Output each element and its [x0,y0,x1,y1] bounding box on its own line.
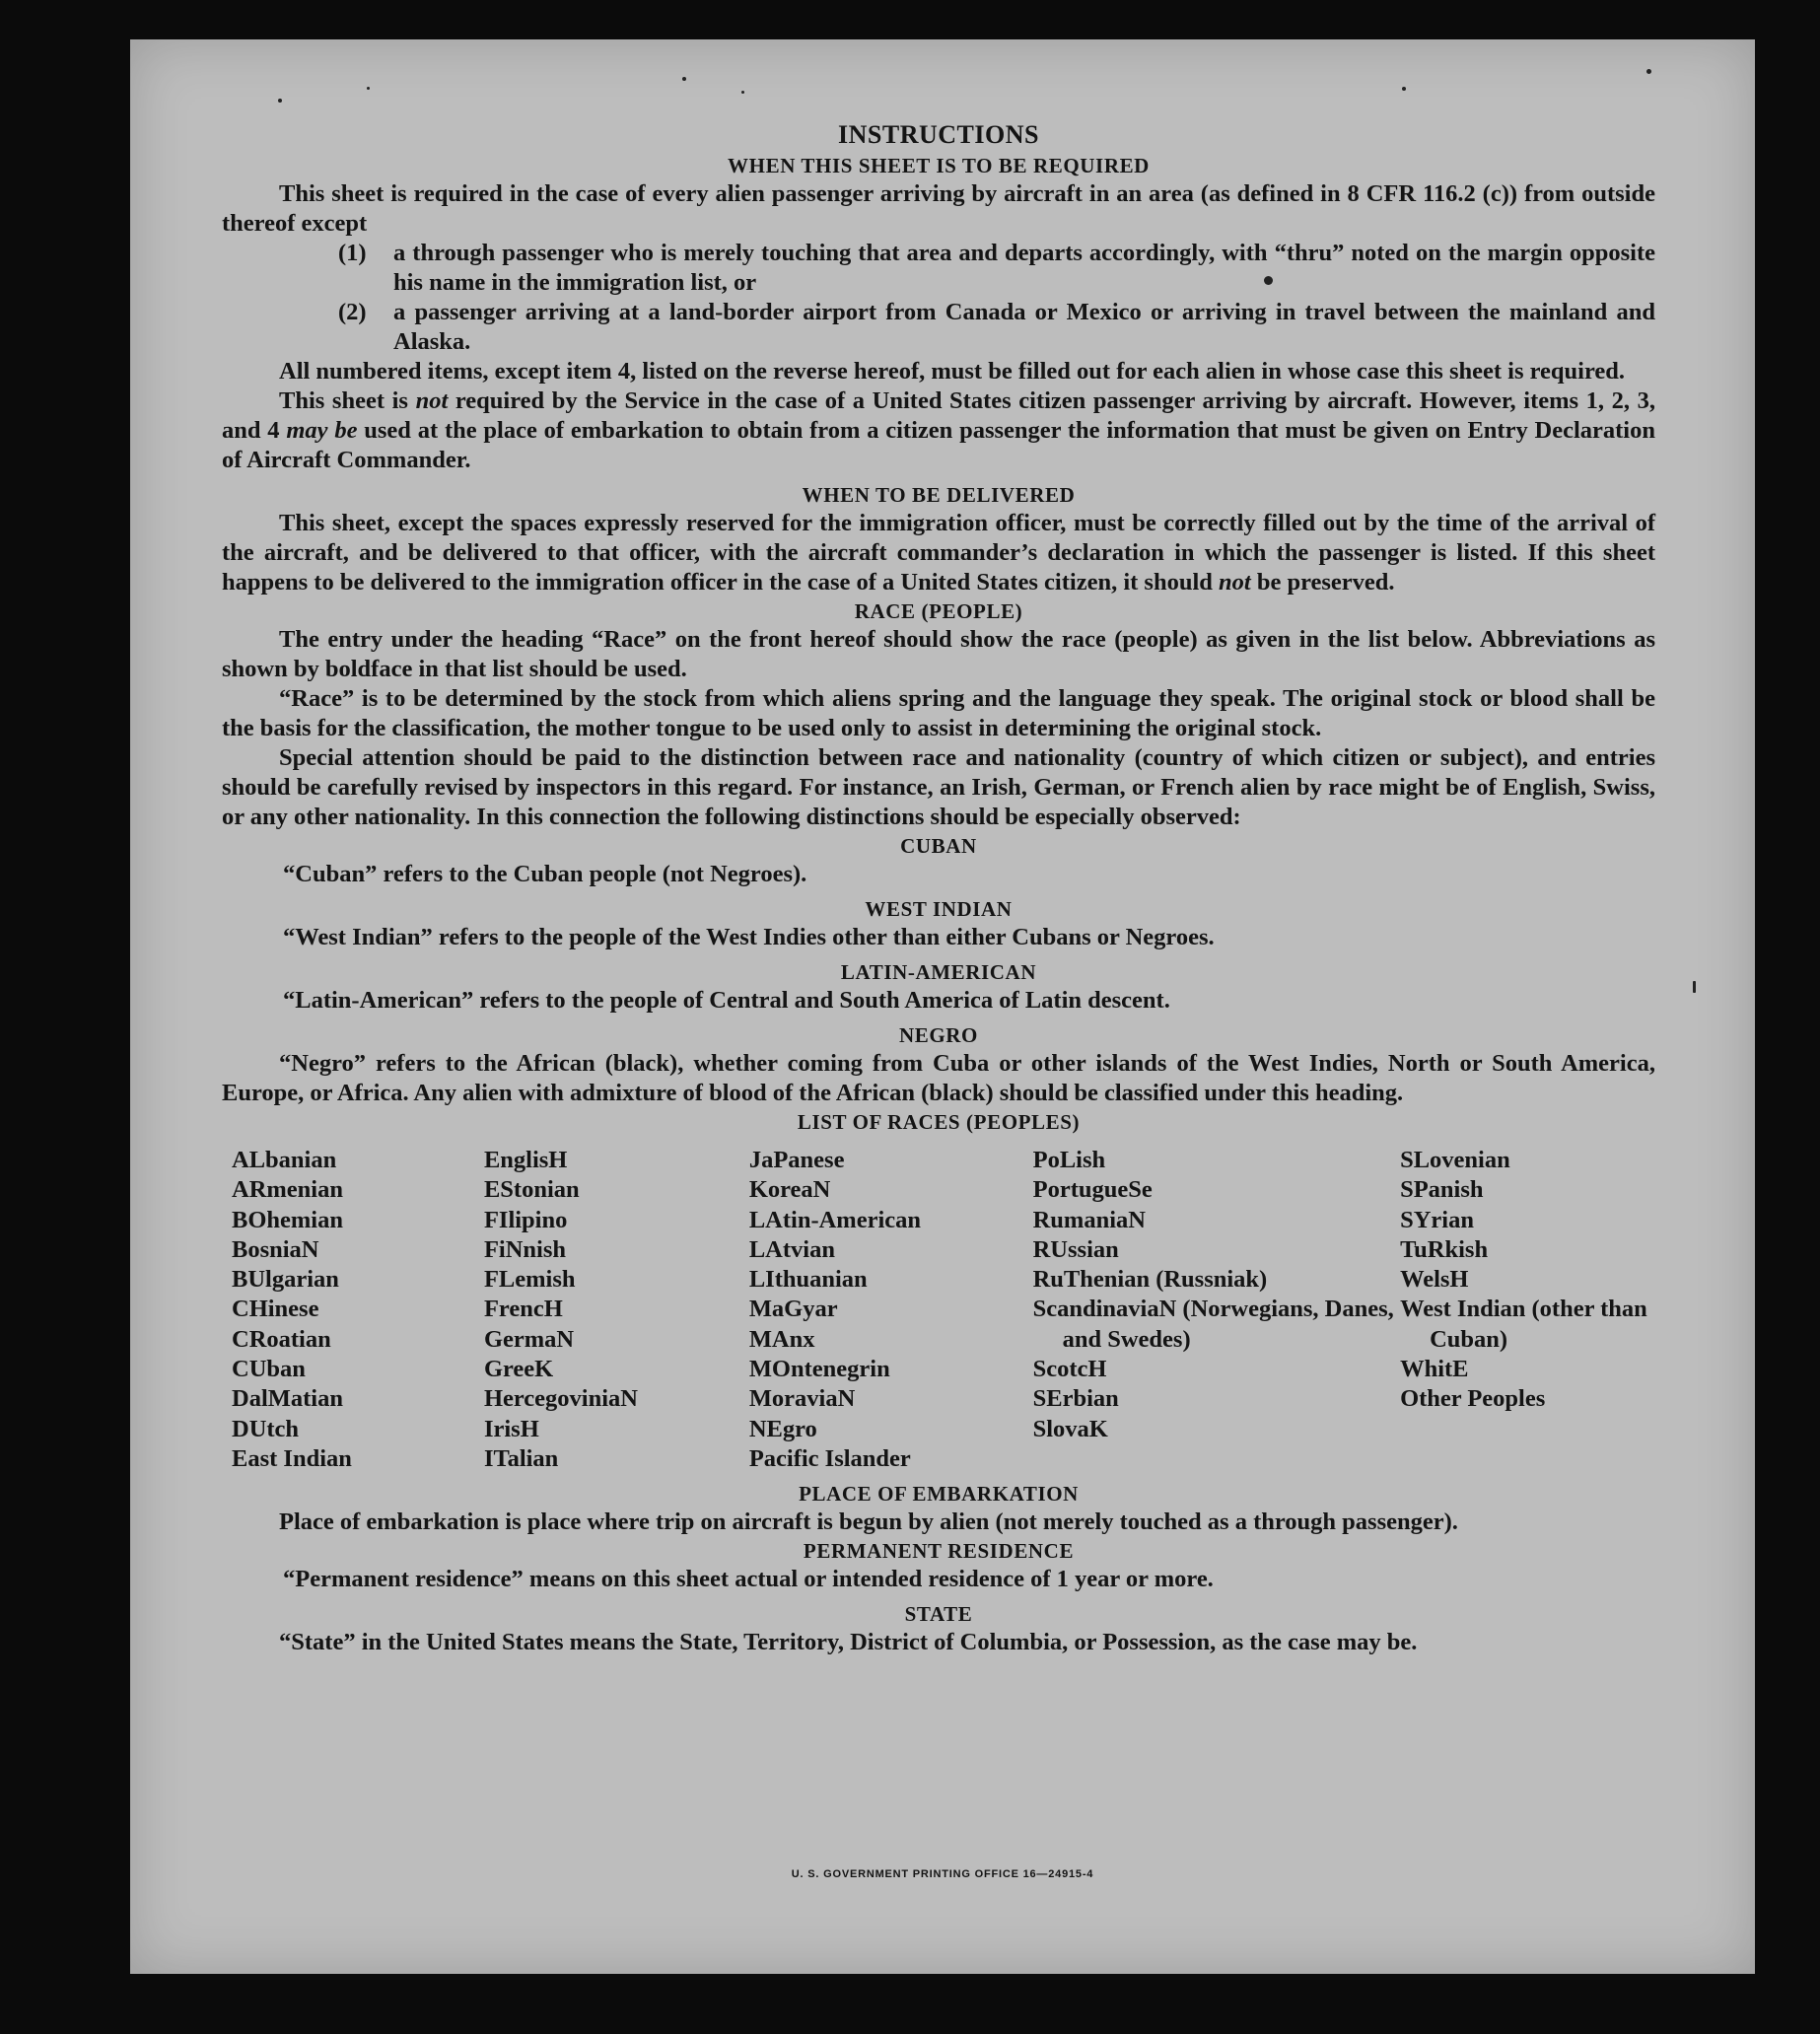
race-entry: ARmenian [232,1176,343,1204]
delivered-paragraph: This sheet, except the spaces expressly reserved for the immigration officer, must be correctly filled out by the time of the arrival of the aircraft, and be delivered to that officer, with the aircraft commander’s declaration in which the passenger is listed. If this sheet happens to be delivered to the immigration officer in the case of a United States citizen, it should not be preserved. [222,510,1655,596]
exception-item-2 [222,298,1655,357]
heading-west-indian: WEST INDIAN [865,897,1013,921]
race-entry: IrisH [483,1415,539,1442]
numbered-items-paragraph: All numbered items, except item 4, listed on the reverse hereof, must be filled out for each alien in whose case this sheet is required. [279,358,1626,385]
race-entry: FIlipino [483,1206,568,1233]
race-entry: DUtch [232,1415,300,1442]
race-entry: SLovenian [1400,1147,1510,1173]
scan-speck [367,87,370,90]
heading-place-of-embarkation: PLACE OF EMBARKATION [799,1482,1079,1507]
race-entry: MAnx [748,1325,815,1353]
race-entry: WelsH [1400,1266,1469,1294]
race-entry: PoLish [1032,1147,1106,1173]
race-entry: WhitE [1400,1356,1469,1383]
heading-state: STATE [904,1602,973,1627]
race-paragraph-1: The entry under the heading “Race” on the front hereof should show the race (people) as given in the list below. Abbreviations as shown by boldface in that list should be used. [222,626,1655,682]
citizen-paragraph: This sheet is not required by the Service in the case of a United States citizen passenger arriving by aircraft. However, items 1, 2, 3, and 4 may be used at the place of embarkation to obtain from a citizen passenger the information that must be given on Entry Declaration of Aircraft Commander. [222,387,1656,473]
race-paragraph-3: Special attention should be paid to the distinction between race and nationality (country of which citizen or subject), and entries should be carefully revised by inspectors in this regard. For instance, an Irish, German, or French alien by race might be of English, Swiss, or any other nationality. In this connection the following distinctions should be especially observed: [222,744,1655,830]
race-entry: HercegoviniaN [483,1385,638,1413]
race-entry: SPanish [1400,1176,1484,1204]
race-entry: Pacific Islander [748,1444,911,1472]
cuban-text: “Cuban” refers to the Cuban people (not Negroes). [283,861,807,887]
race-entry: EStonian [483,1176,580,1204]
required-intro: This sheet is required in the case of every alien passenger arriving by aircraft in an area (as defined in 8 CFR 116.2 (c)) from outside thereof except [222,180,1655,237]
race-entry: LIthuanian [748,1266,868,1294]
document-sheet [130,39,1755,1974]
embarkation-text: Place of embarkation is place where trip on aircraft is begun by alien (not merely touched as a through passenger). [279,1508,1458,1536]
race-entry: BUlgarian [232,1266,339,1294]
heading-when-required: WHEN THIS SHEET IS TO BE REQUIRED [728,154,1150,177]
race-entry: MoraviaN [748,1385,856,1413]
race-entry: ScandinaviaN (Norwegians, Danes, and Swedes) [1032,1296,1394,1353]
heading-permanent-residence: PERMANENT RESIDENCE [803,1539,1075,1564]
race-entry: RUssian [1032,1235,1119,1263]
scan-speck [1264,276,1273,285]
printing-office-footer: U. S. GOVERNMENT PRINTING OFFICE 16—24915-4 [791,1868,1094,1880]
exception-text: a through passenger who is merely touching that area and departs accordingly, with “thru” noted on the margin opposite his name in the immigration list, or [393,240,1655,296]
race-entry: ScotcH [1032,1356,1107,1383]
heading-cuban: CUBAN [900,834,977,858]
west-indian-text: “West Indian” refers to the people of the West Indies other than either Cubans or Negroes. [283,924,1215,950]
race-entry: CHinese [232,1296,319,1323]
instructions-content [222,118,1655,1657]
race-entry: ITalian [483,1444,559,1472]
latin-american-text: “Latin-American” refers to the people of Central and South America of Latin descent. [283,987,1170,1014]
race-entry: TuRkish [1400,1235,1489,1263]
race-entry: Other Peoples [1400,1385,1546,1413]
scan-speck [1693,981,1696,993]
race-entry: GreeK [483,1356,554,1383]
race-entry: NEgro [748,1415,817,1442]
race-entry: FLemish [483,1266,576,1294]
race-entry: EnglisH [483,1147,568,1173]
races-column-4 [1033,1146,1400,1474]
race-entry: MaGyar [748,1296,838,1323]
scan-speck [278,99,282,103]
exception-number: (1) [338,240,367,266]
heading-list-of-races: LIST OF RACES (PEOPLES) [797,1110,1081,1134]
page-title: INSTRUCTIONS [838,120,1039,149]
heading-latin-american: LATIN-AMERICAN [840,960,1037,984]
race-entry: SlovaK [1032,1415,1108,1442]
races-column-2 [484,1146,749,1474]
race-paragraph-2: “Race” is to be determined by the stock from which aliens spring and the language they speak. The original stock or blood shall be the basis for the classification, the mother tongue to be used only to assist in determining the original stock. [222,685,1655,741]
race-entry: ALbanian [232,1147,337,1173]
exception-item-1 [222,239,1655,298]
race-entry: CUban [232,1356,306,1383]
races-list [222,1146,1655,1474]
race-entry: KoreaN [748,1176,831,1204]
exception-text: a passenger arriving at a land-border airport from Canada or Mexico or arriving in travel between the mainland and Alaska. [393,299,1655,355]
heading-negro: NEGRO [898,1023,978,1047]
scan-speck [682,77,686,81]
heading-race: RACE (PEOPLE) [854,599,1023,623]
state-text: “State” in the United States means the State, Territory, District of Columbia, or Possession, as the case may be. [279,1629,1418,1656]
races-column-1 [222,1146,484,1474]
exception-number: (2) [338,299,367,325]
race-entry: CRoatian [232,1325,331,1353]
race-entry: SYrian [1400,1206,1474,1233]
race-entry: West Indian (other than Cuban) [1400,1296,1647,1353]
race-entry: FrencH [483,1296,563,1323]
races-column-3 [749,1146,1033,1474]
race-entry: RuThenian (Russniak) [1032,1266,1268,1294]
race-entry: DalMatian [232,1385,343,1413]
residence-text: “Permanent residence” means on this sheet actual or intended residence of 1 year or more. [283,1566,1214,1593]
race-entry: LAtin-American [748,1206,922,1233]
scan-speck [741,91,744,94]
race-entry: SErbian [1032,1385,1119,1413]
scan-speck [1646,69,1651,74]
negro-text: “Negro” refers to the African (black), whether coming from Cuba or other islands of the West Indies, North or South America, Europe, or Africa. Any alien with admixture of blood of the African (black) should be classified under this heading. [222,1050,1655,1106]
race-entry: LAtvian [748,1235,835,1263]
race-entry: RumaniaN [1032,1206,1146,1233]
race-entry: East Indian [232,1444,352,1472]
heading-when-delivered: WHEN TO BE DELIVERED [802,483,1076,507]
races-column-5 [1400,1146,1655,1474]
race-entry: BOhemian [232,1206,343,1233]
scan-speck [1402,87,1406,91]
race-entry: PortugueSe [1032,1176,1153,1204]
race-entry: GermaN [483,1325,575,1353]
race-entry: FiNnish [483,1235,566,1263]
race-entry: JaPanese [748,1147,845,1173]
race-entry: MOntenegrin [748,1356,890,1383]
race-entry: BosniaN [232,1235,319,1263]
